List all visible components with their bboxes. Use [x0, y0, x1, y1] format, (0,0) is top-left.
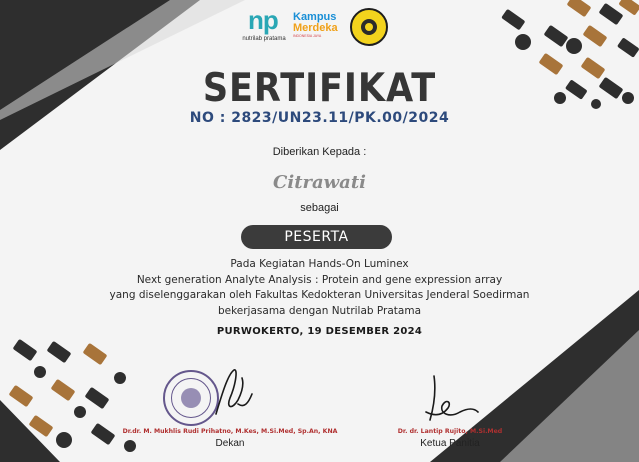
pattern-dot	[74, 406, 86, 418]
kampus-merdeka-line1: Kampus	[293, 11, 337, 23]
bottom-left-corner	[0, 400, 60, 462]
given-to-label: Diberikan Kepada :	[272, 146, 367, 158]
place-and-date: PURWOKERTO, 19 DESEMBER 2024	[216, 326, 423, 337]
stamp-emblem	[181, 388, 201, 408]
seal-core	[365, 23, 373, 31]
kampus-merdeka-line2: Merdeka	[293, 22, 338, 34]
description-line: Pada Kegiatan Hands-On Luminex	[230, 258, 409, 270]
pattern-dot	[34, 366, 46, 378]
nutrilab-mark: np	[248, 5, 278, 35]
chair-name: Dr. dr. Lantip Rujito, M.Si.Med	[397, 428, 503, 435]
signature-block-dean	[100, 358, 360, 449]
pattern-dash	[51, 379, 76, 401]
chair-signature-area	[380, 358, 520, 428]
recipient-name: Citrawati	[273, 172, 366, 193]
signature-stroke	[426, 376, 478, 420]
dean-name: Dr.dr. M. Mukhlis Rudi Prihatno, M.Kes, M.Si.Med, Sp.An, KNA	[122, 428, 338, 435]
pattern-dot	[56, 432, 72, 448]
pattern-dash	[9, 385, 34, 407]
signature-stroke	[216, 370, 252, 414]
event-description	[0, 257, 639, 319]
signature-block-chair	[380, 358, 520, 449]
description-line: bekerjasama dengan Nutrilab Pratama	[217, 304, 422, 317]
university-seal-logo	[350, 8, 388, 46]
role-badge: PESERTA	[241, 225, 392, 249]
chair-signature	[420, 372, 482, 428]
nutrilab-logo	[238, 6, 290, 46]
pattern-dash	[47, 341, 72, 363]
chair-role: Ketua Panitia	[420, 438, 480, 449]
kampus-merdeka-logo	[293, 12, 345, 42]
header-logos	[0, 6, 639, 48]
kampus-merdeka-tagline: INDONESIA JAYA	[293, 34, 322, 38]
description-line: Next generation Analyte Analysis : Protein and gene expression array	[136, 273, 503, 286]
pattern-dash	[13, 339, 38, 361]
as-label: sebagai	[300, 202, 339, 214]
certificate-number: NO : 2823/UN23.11/PK.00/2024	[189, 110, 450, 126]
dean-signature	[208, 364, 258, 424]
dean-role: Dekan	[215, 438, 245, 449]
description-line: yang diselenggarakan oleh Fakultas Kedokteran Universitas Jenderal Soedirman	[109, 289, 530, 301]
dean-signature-area	[100, 358, 360, 428]
pattern-dot	[622, 92, 634, 104]
certificate-title: SERTIFIKAT	[202, 66, 437, 111]
nutrilab-caption: nutrilab pratama	[242, 36, 286, 42]
